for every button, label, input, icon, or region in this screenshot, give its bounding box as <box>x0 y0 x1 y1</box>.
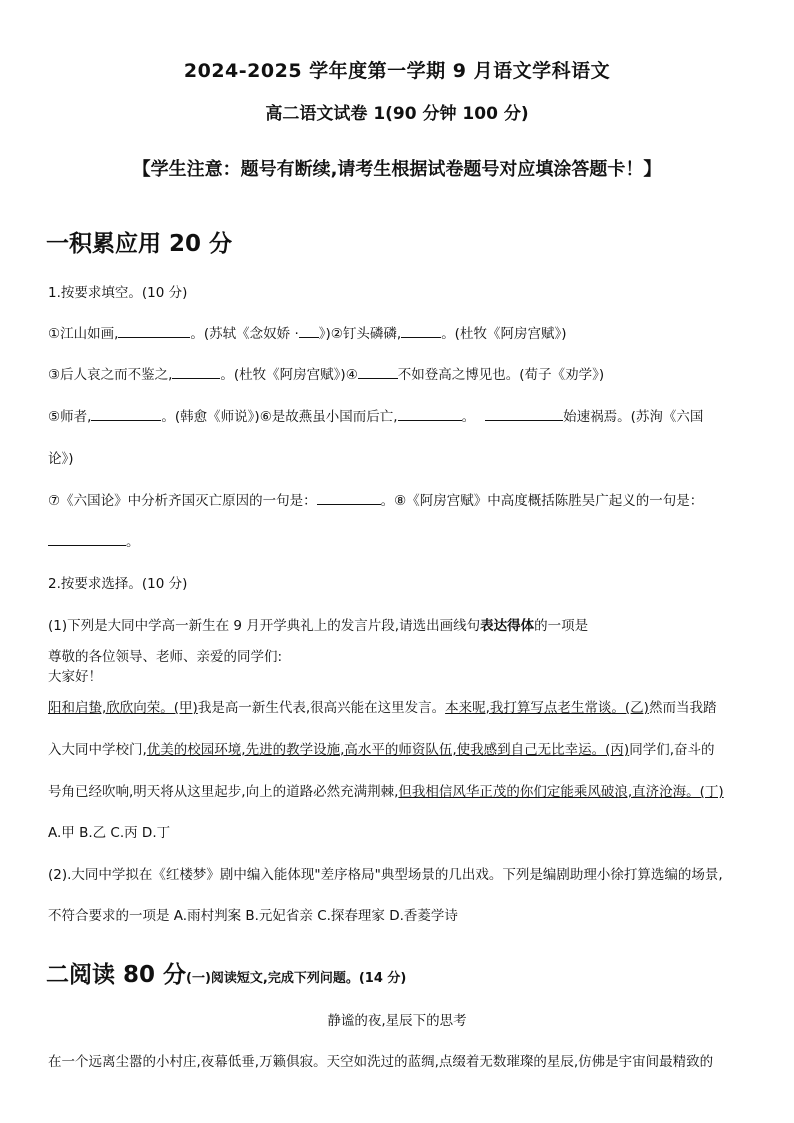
q2-sub2-line-2: 不符合要求的一项是 A.雨村判案 B.元妃省亲 C.探春理家 D.香菱学诗 <box>48 908 458 924</box>
answer-blank[interactable] <box>118 325 190 338</box>
q1-text: ①江山如画, <box>48 326 119 342</box>
section-2-subheading: (一)阅读短文,完成下列问题。(14 分) <box>186 971 407 986</box>
q1-line-1 <box>48 325 750 343</box>
q1-text: 始速祸焉。(苏洵《六国 <box>563 409 704 425</box>
speech-text: 号角已经吹响,明天将从这里起步,向上的道路必然充满荆棘, <box>48 784 399 800</box>
q1-line-6 <box>48 533 750 551</box>
q1-text: 。(杜牧《阿房宫赋》)④ <box>220 367 358 383</box>
answer-blank[interactable] <box>401 325 441 338</box>
q1-line-5 <box>48 492 750 510</box>
speech-line-1 <box>48 699 750 717</box>
q1-text: 》)②钉头磷磷, <box>318 326 402 342</box>
underlined-sentence-ding: 但我相信风华正茂的你们定能乘风破浪,直济沧海。(丁) <box>398 784 724 800</box>
q1-line-2 <box>48 366 750 384</box>
speech-greeting: 尊敬的各位领导、老师、亲爱的同学们: <box>48 649 283 665</box>
q1-text: 不如登高之博见也。(荀子《劝学》) <box>397 367 605 383</box>
q1-text: 。(苏轼《念奴娇 · <box>190 326 299 342</box>
q2-sub1 <box>48 617 750 635</box>
answer-blank[interactable] <box>398 408 462 421</box>
q2-text: 的一项是 <box>534 618 589 634</box>
answer-blank[interactable] <box>358 366 398 379</box>
q2-emphasis: 表达得体 <box>480 618 535 634</box>
speech-line-3 <box>48 783 750 801</box>
answer-blank[interactable] <box>48 533 126 546</box>
exam-subtitle: 高二语文试卷 1(90 分钟 100 分) <box>265 104 529 124</box>
q1-line-4: 论》) <box>48 451 74 467</box>
speech-text: 我是高一新生代表,很高兴能在这里发言。 <box>197 700 446 716</box>
q1-text: ⑤师者, <box>48 409 92 425</box>
speech-line-2 <box>48 741 750 759</box>
passage-title: 静谧的夜,星辰下的思考 <box>327 1013 467 1029</box>
section-1-heading: 一积累应用 20 分 <box>46 231 233 257</box>
answer-blank[interactable] <box>485 408 563 421</box>
q2-sub1-options: A.甲 B.乙 C.丙 D.丁 <box>48 825 171 841</box>
q2-sub2-line-1: (2).大同中学拟在《红楼梦》剧中编入能体现"差序格局"典型场景的几出戏。下列是编剧助理小徐打算选编的场景, <box>48 867 723 883</box>
exam-title: 2024-2025 学年度第一学期 9 月语文学科语文 <box>183 60 611 82</box>
q1-text: 。⑧《阿房宫赋》中高度概括陈胜吴广起义的一句是： <box>380 493 704 509</box>
speech-hello: 大家好！ <box>48 669 102 685</box>
answer-blank[interactable] <box>172 366 220 379</box>
answer-blank[interactable] <box>317 492 381 505</box>
q1-text: 。 <box>461 409 476 425</box>
q1-text: ⑦《六国论》中分析齐国灭亡原因的一句是： <box>48 493 317 509</box>
q1-text: 。(杜牧《阿房宫赋》) <box>441 326 567 342</box>
q2-title: 2.按要求选择。(10 分) <box>48 576 188 592</box>
speech-text: 同学们,奋斗的 <box>629 742 715 758</box>
underlined-sentence-jia: 阳和启蛰,欣欣向荣。(甲) <box>48 700 198 716</box>
underlined-sentence-yi: 本来呢,我打算写点老生常谈。(乙) <box>445 700 649 716</box>
student-notice: 【学生注意：题号有断续,请考生根据试卷题号对应填涂答题卡！】 <box>132 159 662 180</box>
underlined-sentence-bing: 优美的校园环境,先进的教学设施,高水平的师资队伍,使我感到自己无比幸运。(丙) <box>146 742 630 758</box>
q1-text: 。 <box>126 534 140 550</box>
section-2-heading: 二阅读 80 分 <box>46 962 187 988</box>
q1-line-3 <box>48 408 750 426</box>
q1-title: 1.按要求填空。(10 分) <box>48 285 188 301</box>
answer-blank[interactable] <box>91 408 161 421</box>
speech-text: 入大同中学校门, <box>48 742 147 758</box>
passage-line-1: 在一个远离尘嚣的小村庄,夜幕低垂,万籁俱寂。天空如洗过的蓝绸,点缀着无数璀璨的星辰,仿佛是宇宙间最精致的 <box>48 1054 714 1070</box>
speech-text: 然而当我踏 <box>648 700 717 716</box>
q1-text: ③后人哀之而不鉴之, <box>48 367 173 383</box>
q2-text: (1)下列是大同中学高一新生在 9 月开学典礼上的发言片段,请选出画线句 <box>48 618 481 634</box>
answer-blank[interactable] <box>299 325 319 338</box>
section-2-heading-row <box>46 956 406 989</box>
q1-text: 。(韩愈《师说》)⑥是故燕虽小国而后亡, <box>161 409 398 425</box>
